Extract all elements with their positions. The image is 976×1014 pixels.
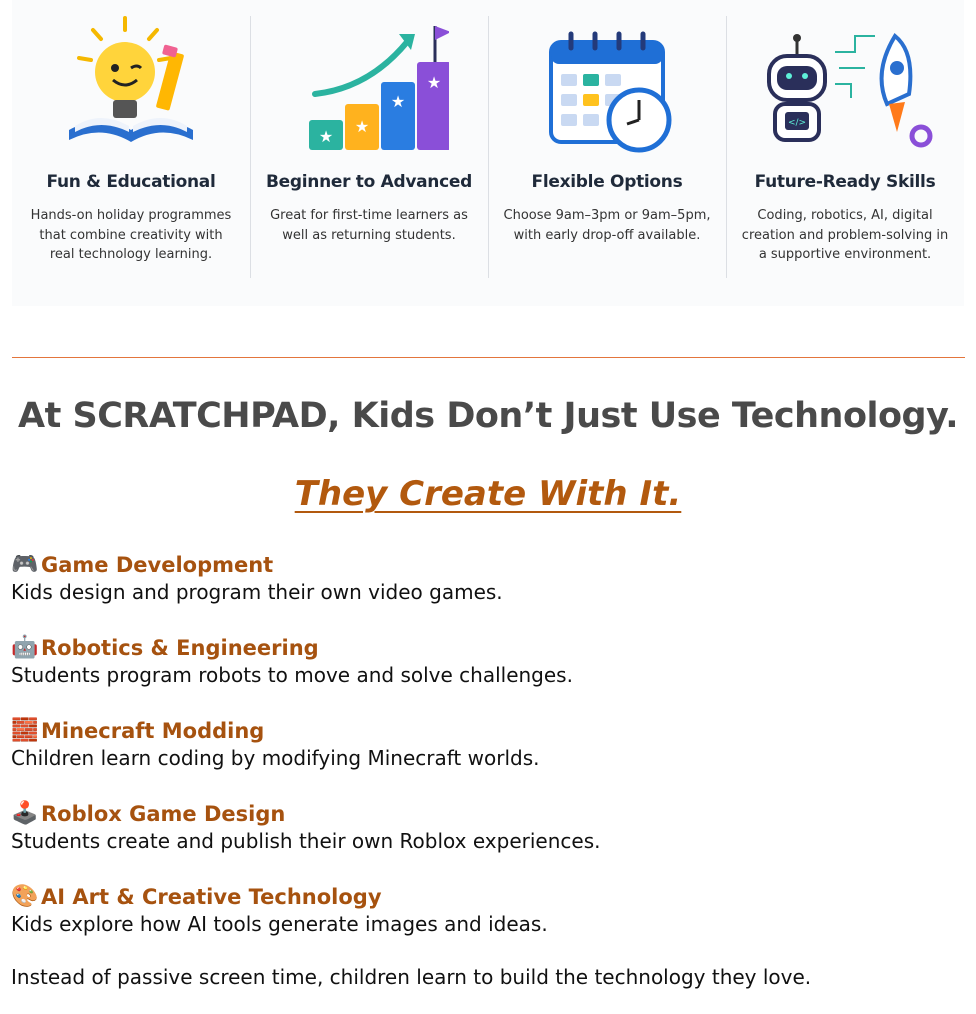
svg-text:★: ★ [318, 127, 334, 146]
progress-steps-icon [289, 12, 449, 162]
closing-statement: Instead of passive screen time, children learn to build the technology they love. [11, 965, 812, 989]
game-controller-icon: 🎮 [11, 552, 39, 577]
feature-fun-educational [12, 0, 250, 306]
page-headline: At SCRATCHPAD, Kids Don’t Just Use Technology. [18, 396, 958, 436]
program-roblox-game-design [11, 800, 961, 855]
feature-description: Coding, robotics, AI, digital creation and problem-solving in a supportive environment. [741, 208, 949, 262]
feature-title: Beginner to Advanced [265, 172, 472, 192]
svg-text:★: ★ [426, 73, 442, 92]
svg-text:★: ★ [390, 92, 406, 111]
feature-future-ready [726, 0, 964, 306]
program-title: Game Development [41, 553, 274, 577]
program-game-development [11, 551, 961, 606]
program-ai-art [11, 883, 961, 938]
feature-title: Flexible Options [531, 172, 683, 192]
feature-description: Choose 9am–3pm or 9am–5pm, with early drop-off available. [503, 208, 711, 243]
program-minecraft-modding [11, 717, 961, 772]
program-robotics [11, 634, 961, 689]
feature-description: Hands-on holiday programmes that combine creativity with real technology learning. [30, 208, 232, 262]
page-subheadline: They Create With It. [294, 474, 682, 514]
feature-title: Fun & Educational [46, 172, 216, 192]
program-list [11, 551, 961, 966]
feature-beginner-advanced [250, 0, 488, 306]
features-strip [12, 0, 964, 306]
svg-text:</>: </> [787, 118, 807, 128]
program-description: Kids design and program their own video games. [11, 580, 503, 604]
program-title: Roblox Game Design [41, 802, 286, 826]
feature-description: Great for first-time learners as well as returning students. [270, 208, 468, 243]
lightbulb-book-icon [51, 12, 211, 162]
program-description: Kids explore how AI tools generate images and ideas. [11, 912, 548, 936]
feature-title: Future-Ready Skills [754, 172, 936, 192]
calendar-clock-icon [527, 12, 687, 162]
palette-icon: 🎨 [11, 884, 39, 909]
feature-flexible-options [488, 0, 726, 306]
robot-icon: 🤖 [11, 635, 39, 660]
program-title: Robotics & Engineering [41, 636, 319, 660]
program-description: Students program robots to move and solve challenges. [11, 663, 573, 687]
program-title: Minecraft Modding [41, 719, 265, 743]
program-title: AI Art & Creative Technology [41, 885, 382, 909]
section-divider [12, 357, 965, 358]
program-description: Students create and publish their own Roblox experiences. [11, 829, 601, 853]
program-description: Children learn coding by modifying Minecraft worlds. [11, 746, 540, 770]
robot-rocket-icon [755, 12, 935, 162]
brick-icon: 🧱 [11, 718, 39, 743]
svg-text:★: ★ [354, 117, 370, 136]
joystick-icon: 🕹️ [11, 801, 39, 826]
